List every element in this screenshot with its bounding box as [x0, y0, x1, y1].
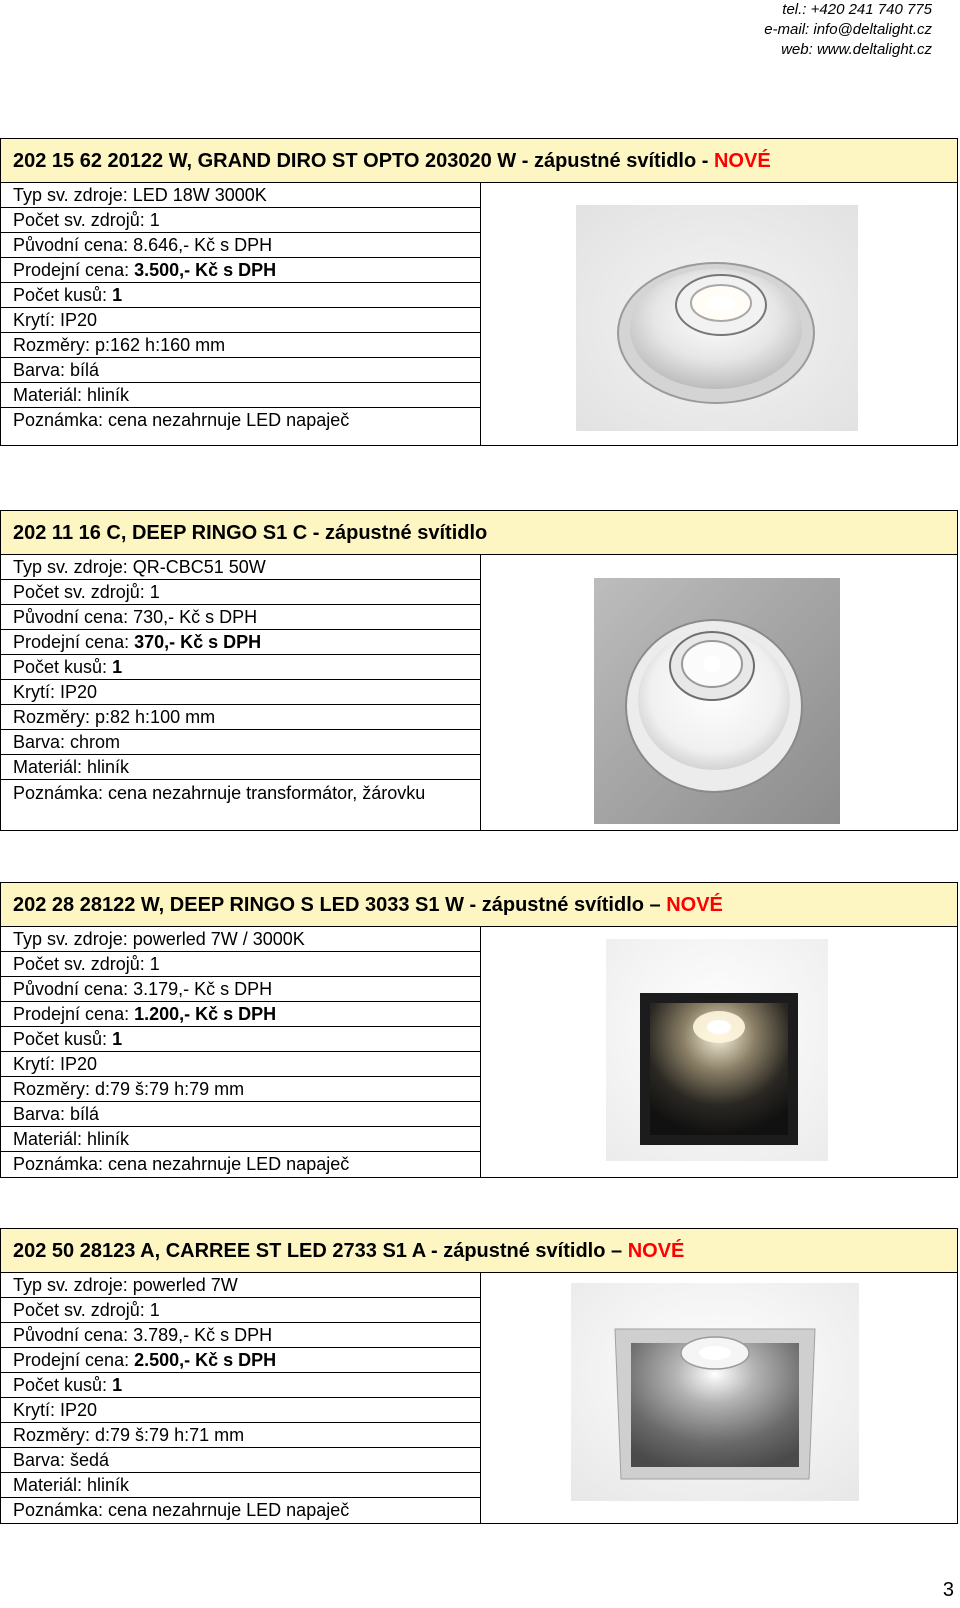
spec-row: Počet sv. zdrojů: 1	[1, 952, 480, 977]
product-title: 202 28 28122 W, DEEP RINGO S LED 3033 S1 W - zápustné svítidlo – NOVÉ	[1, 883, 957, 927]
product-specs	[1, 927, 481, 1177]
spec-row: Počet sv. zdrojů: 1	[1, 1298, 480, 1323]
spec-row: Materiál: hliník	[1, 1473, 480, 1498]
product-specs	[1, 183, 481, 445]
spec-row: Rozměry: p:162 h:160 mm	[1, 333, 480, 358]
contact-web[interactable]: web: www.deltalight.cz	[781, 41, 932, 58]
spec-row: Poznámka: cena nezahrnuje LED napaječ	[13, 410, 350, 430]
spec-row: Krytí: IP20	[1, 308, 480, 333]
spec-row: Materiál: hliník	[1, 755, 480, 780]
deep-ringo-s-led-photo	[606, 939, 828, 1161]
spec-row: Rozměry: p:82 h:100 mm	[1, 705, 480, 730]
deep-ringo-photo	[594, 578, 840, 824]
spec-row: Rozměry: d:79 š:79 h:71 mm	[1, 1423, 480, 1448]
spec-row: Prodejní cena: 3.500,- Kč s DPH	[1, 258, 480, 283]
spec-row: Poznámka: cena nezahrnuje LED napaječ	[13, 1154, 350, 1174]
spec-row: Prodejní cena: 370,- Kč s DPH	[1, 630, 480, 655]
spec-row: Původní cena: 3.179,- Kč s DPH	[1, 977, 480, 1002]
product-specs	[1, 555, 481, 830]
product-title: 202 11 16 C, DEEP RINGO S1 C - zápustné svítidlo	[1, 511, 957, 555]
spec-row: Typ sv. zdroje: LED 18W 3000K	[1, 183, 480, 208]
spec-row: Původní cena: 3.789,- Kč s DPH	[1, 1323, 480, 1348]
spec-row: Počet kusů: 1	[1, 1027, 480, 1052]
spec-row: Barva: bílá	[1, 1102, 480, 1127]
spec-row: Materiál: hliník	[1, 1127, 480, 1152]
contact-phone: tel.: +420 241 740 775	[782, 1, 932, 18]
spec-row: Typ sv. zdroje: powerled 7W / 3000K	[1, 927, 480, 952]
spec-row: Barva: chrom	[1, 730, 480, 755]
spec-row: Původní cena: 730,- Kč s DPH	[1, 605, 480, 630]
spec-row: Rozměry: d:79 š:79 h:79 mm	[1, 1077, 480, 1102]
spec-row: Barva: šedá	[1, 1448, 480, 1473]
spec-row: Materiál: hliník	[1, 383, 480, 408]
spec-row: Typ sv. zdroje: QR-CBC51 50W	[1, 555, 480, 580]
spec-row: Barva: bílá	[1, 358, 480, 383]
spec-row: Počet kusů: 1	[1, 283, 480, 308]
product-card	[0, 510, 958, 831]
product-card	[0, 1228, 958, 1524]
new-badge: NOVÉ	[713, 150, 771, 172]
spec-row: Prodejní cena: 2.500,- Kč s DPH	[1, 1348, 480, 1373]
spec-row: Prodejní cena: 1.200,- Kč s DPH	[1, 1002, 480, 1027]
spec-row: Poznámka: cena nezahrnuje transformátor, žárovku	[13, 783, 426, 803]
new-badge: NOVÉ	[627, 1240, 685, 1262]
product-card	[0, 138, 958, 446]
contact-email[interactable]: e-mail: info@deltalight.cz	[764, 21, 932, 38]
spec-row: Počet kusů: 1	[1, 655, 480, 680]
product-title: 202 50 28123 A, CARREE ST LED 2733 S1 A - zápustné svítidlo – NOVÉ	[1, 1229, 957, 1273]
page-number: 3	[942, 1579, 954, 1601]
spec-row: Poznámka: cena nezahrnuje LED napaječ	[13, 1500, 350, 1520]
spec-row: Krytí: IP20	[1, 1398, 480, 1423]
spec-row: Krytí: IP20	[1, 1052, 480, 1077]
new-badge: NOVÉ	[666, 894, 723, 916]
spec-row: Původní cena: 8.646,- Kč s DPH	[1, 233, 480, 258]
carree-st-led-photo	[571, 1283, 859, 1501]
spec-row: Typ sv. zdroje: powerled 7W	[1, 1273, 480, 1298]
product-card	[0, 882, 958, 1178]
grand-diro-photo	[576, 205, 858, 431]
contact-block	[764, 0, 932, 60]
spec-row: Krytí: IP20	[1, 680, 480, 705]
spec-row: Počet sv. zdrojů: 1	[1, 208, 480, 233]
spec-row: Počet sv. zdrojů: 1	[1, 580, 480, 605]
spec-row: Počet kusů: 1	[1, 1373, 480, 1398]
product-title: 202 15 62 20122 W, GRAND DIRO ST OPTO 203020 W - zápustné svítidlo - NOVÉ	[1, 139, 957, 183]
product-specs	[1, 1273, 481, 1523]
